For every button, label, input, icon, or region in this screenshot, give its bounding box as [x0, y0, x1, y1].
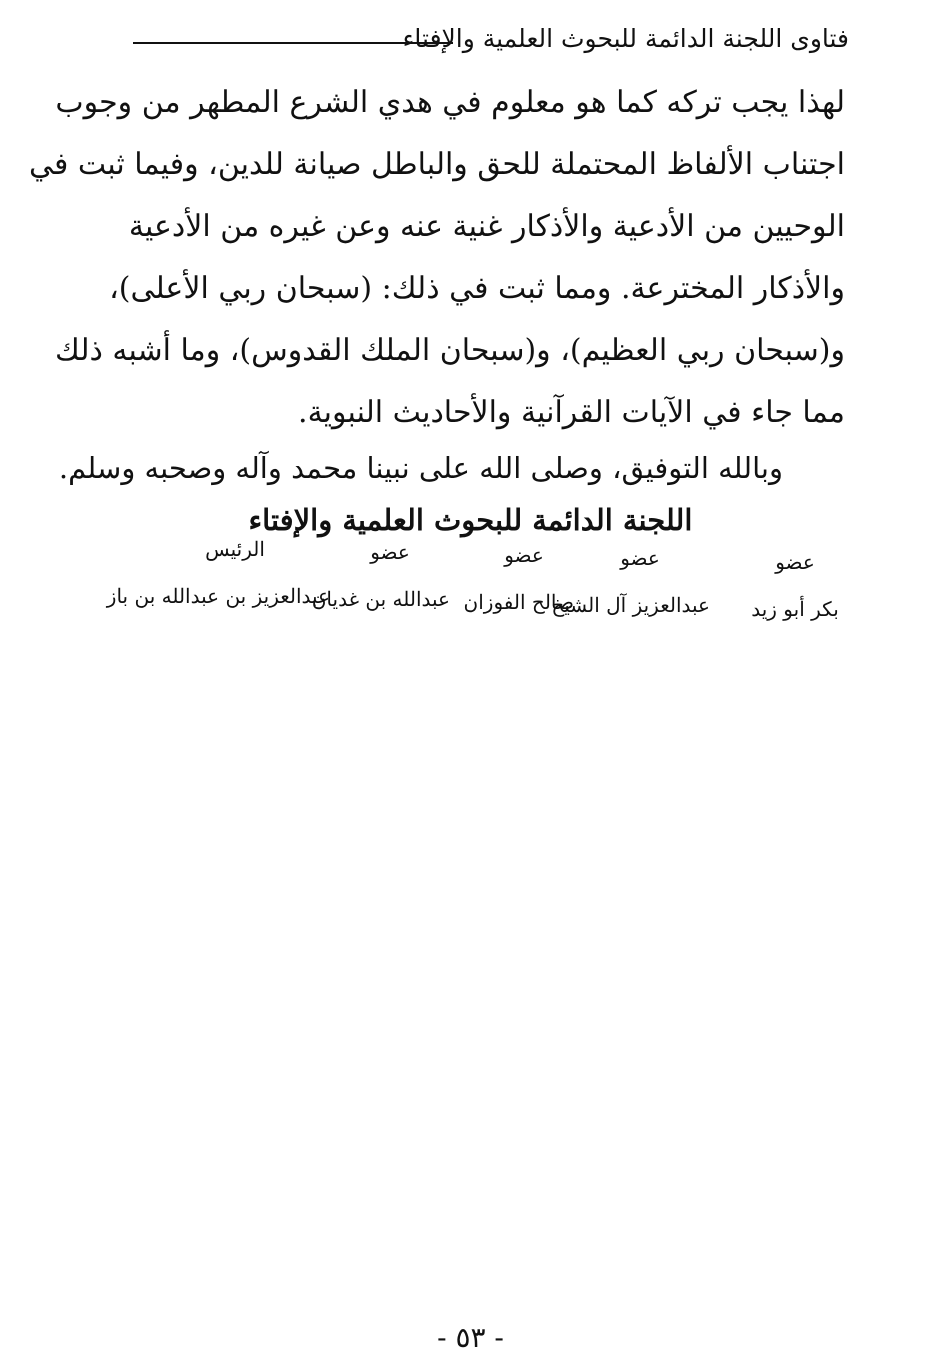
- signatory-title: عضو: [504, 543, 544, 567]
- header-rule: [133, 42, 453, 44]
- closing-prayer: وبالله التوفيق، وصلى الله على نبينا محمد وآله وصحبه وسلم.: [58, 451, 783, 485]
- signatory-title: الرئيس: [205, 537, 265, 561]
- signatory-name: صالح الفوزان: [463, 590, 574, 614]
- body-line: مما جاء في الآيات القرآنية والأحاديث النبوية.: [298, 395, 845, 430]
- signatory-block: [311, 538, 450, 614]
- running-header-title: فتاوى اللجنة الدائمة للبحوث العلمية والإفتاء: [402, 24, 849, 53]
- body-line: و(سبحان ربي العظيم)، و(سبحان الملك القدوس)، وما أشبه ذلك: [55, 333, 845, 368]
- signatory-block: [730, 548, 860, 624]
- signatory-name: عبدالله بن غديان: [311, 587, 450, 611]
- page-number: - ٥٣ -: [437, 1321, 504, 1354]
- body-line: لهذا يجب تركه كما هو معلوم في هدي الشرع المطهر من وجوب: [55, 85, 845, 120]
- signatory-title: عضو: [775, 550, 815, 574]
- signatory-block: [106, 535, 330, 611]
- signatory-block: [463, 541, 574, 617]
- signatory-name: عبدالعزيز آل الشيخ: [551, 593, 710, 617]
- fatwa-body: [28, 72, 845, 444]
- signatory-name: بكر أبو زيد: [751, 597, 839, 621]
- committee-name: اللجنة الدائمة للبحوث العلمية والإفتاء: [248, 503, 693, 537]
- body-line: الوحيين من الأدعية والأذكار غنية عنه وعن غيره من الأدعية: [128, 209, 845, 244]
- signatory-title: عضو: [620, 546, 660, 570]
- signatory-block: [551, 544, 710, 620]
- body-line: والأذكار المخترعة. ومما ثبت في ذلك: (سبحان ربي الأعلى)،: [109, 271, 845, 306]
- signatory-name: عبدالعزيز بن عبدالله بن باز: [106, 584, 330, 608]
- body-line: اجتناب الألفاظ المحتملة للحق والباطل صيانة للدين، وفيما ثبت في: [28, 147, 845, 182]
- signatory-title: عضو: [370, 540, 410, 564]
